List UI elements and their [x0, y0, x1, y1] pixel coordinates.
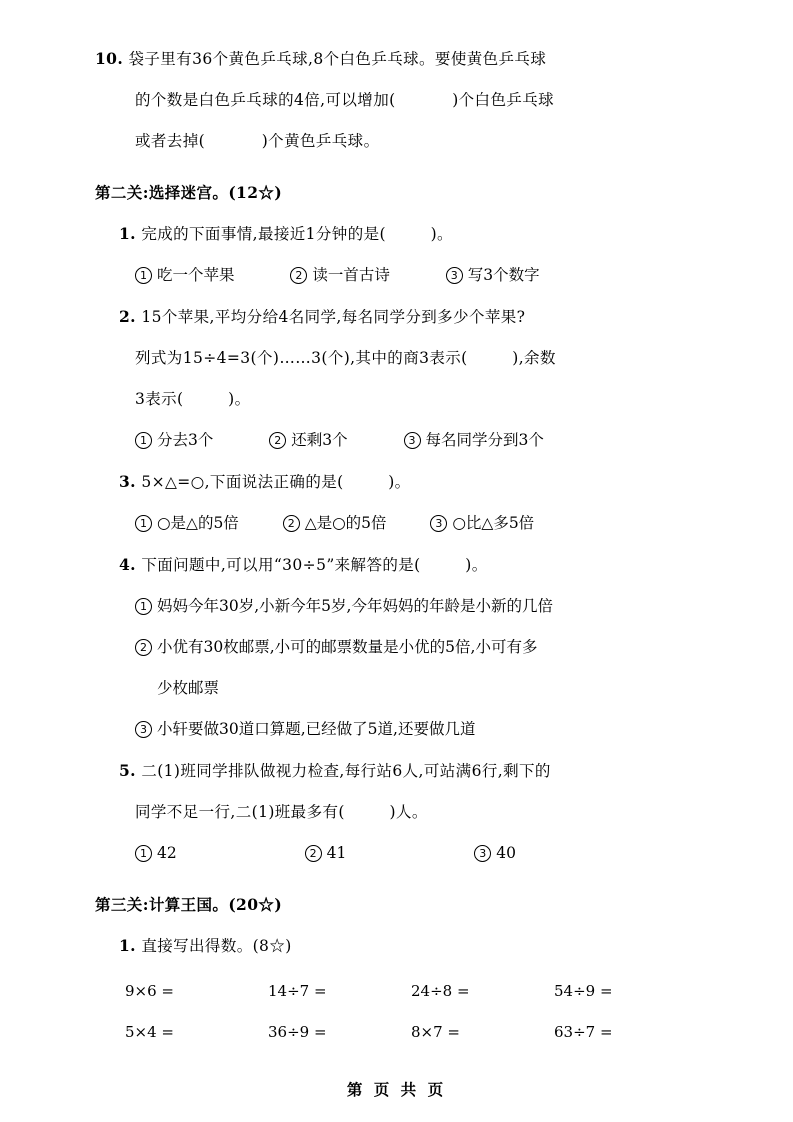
section-2-item-2 [95, 296, 715, 461]
section-2-item-1 [95, 213, 715, 296]
circle-2-icon: 2 [135, 639, 152, 656]
calc-row [125, 971, 715, 1012]
question-10-line-1 [95, 38, 715, 80]
question-10-line-3 [95, 121, 715, 162]
item-3-option-1[interactable] [135, 503, 239, 544]
item-5-options [95, 833, 715, 874]
calc-cell[interactable]: 9×6 = [125, 982, 174, 1000]
circle-3-icon: 3 [430, 515, 447, 532]
question-10-text-2b: )个白色乒乓球 [452, 91, 555, 109]
circle-2-icon: 2 [290, 267, 307, 284]
item-3-text-b: )。 [388, 473, 411, 491]
item-2-number: 2. [119, 307, 136, 326]
item-4-text-b: )。 [465, 556, 488, 574]
item-2-options [95, 420, 715, 461]
item-2-text-2a: 列式为15÷4=3(个)……3(个),其中的商3表示( [135, 349, 468, 367]
item-5-option-2-label: 41 [326, 844, 347, 862]
item-2-text-3a: 3表示( [135, 390, 184, 408]
question-10-line-2 [95, 80, 715, 121]
item-5-line-1 [95, 750, 715, 792]
item-5-text-2b: )人。 [389, 803, 428, 821]
item-4-text-a: 下面问题中,可以用“30÷5”来解答的是( [141, 556, 421, 574]
calc-cell[interactable]: 14÷7 = [268, 982, 327, 1000]
item-1-option-2-label: 读一首古诗 [312, 266, 390, 284]
section-3-item-1-text: 直接写出得数。(8☆) [141, 937, 292, 955]
calc-cell[interactable]: 54÷9 = [554, 982, 613, 1000]
item-3-option-3[interactable] [430, 503, 534, 544]
item-4-option-2[interactable] [95, 627, 715, 668]
section-2-heading: 第二关:选择迷宫。(12☆) [95, 183, 283, 202]
question-10-text-2a: 的个数是白色乒乓球的4倍,可以增加( [135, 91, 396, 109]
page-footer: 第 页 共 页 [346, 1080, 447, 1099]
item-2-option-1-label: 分去3个 [157, 431, 214, 449]
item-1-option-1[interactable] [135, 255, 235, 296]
item-1-option-2[interactable] [290, 255, 390, 296]
calc-cell[interactable]: 24÷8 = [411, 982, 470, 1000]
circle-1-icon: 1 [135, 267, 152, 284]
section-2-item-5 [95, 750, 715, 874]
item-3-number: 3. [119, 472, 136, 491]
item-5-text-1: 二(1)班同学排队做视力检查,每行站6人,可站满6行,剩下的 [141, 762, 551, 780]
item-1-question [95, 213, 715, 255]
item-1-option-1-label: 吃一个苹果 [157, 266, 235, 284]
question-10-text-3b: )个黄色乒乓球。 [261, 132, 380, 150]
item-3-question [95, 461, 715, 503]
item-4-option-2-continued [95, 668, 715, 709]
question-10-text-3a: 或者去掉( [135, 132, 206, 150]
section-3-heading: 第三关:计算王国。(20☆) [95, 895, 283, 914]
calculation-grid [95, 971, 715, 1053]
item-1-text-b: )。 [430, 225, 453, 243]
item-2-line-1 [95, 296, 715, 338]
item-5-option-2[interactable] [305, 833, 347, 874]
item-1-text-a: 完成的下面事情,最接近1分钟的是( [141, 225, 386, 243]
item-3-option-1-label: ○是△的5倍 [157, 514, 239, 532]
circle-2-icon: 2 [269, 432, 286, 449]
item-4-number: 4. [119, 555, 136, 574]
question-10 [95, 38, 715, 162]
question-10-text-1: 袋子里有36个黄色乒乓球,8个白色乒乓球。要使黄色乒乓球 [128, 50, 547, 68]
circle-1-icon: 1 [135, 515, 152, 532]
item-2-line-2 [95, 338, 715, 379]
calc-cell[interactable]: 5×4 = [125, 1023, 174, 1041]
item-3-option-2-label: △是○的5倍 [304, 514, 387, 532]
item-5-line-2 [95, 792, 715, 833]
calc-cell[interactable]: 8×7 = [411, 1023, 460, 1041]
worksheet-content [95, 38, 715, 1053]
item-3-option-2[interactable] [283, 503, 387, 544]
circle-3-icon: 3 [404, 432, 421, 449]
item-1-option-3-label: 写3个数字 [467, 266, 540, 284]
calc-row [125, 1012, 715, 1053]
item-2-option-2[interactable] [269, 420, 347, 461]
section-3-item-1 [95, 925, 715, 967]
item-4-option-3-label: 小轩要做30道口算题,已经做了5道,还要做几道 [157, 720, 476, 738]
item-5-option-3-label: 40 [496, 844, 516, 862]
circle-1-icon: 1 [135, 432, 152, 449]
item-4-option-1[interactable] [95, 586, 715, 627]
item-4-option-2-label-cont: 少枚邮票 [157, 679, 220, 697]
circle-1-icon: 1 [135, 845, 152, 862]
item-1-number: 1. [119, 224, 136, 243]
item-5-option-1[interactable] [135, 833, 177, 874]
item-5-text-2a: 同学不足一行,二(1)班最多有( [135, 803, 345, 821]
item-1-options [95, 255, 715, 296]
item-2-option-1[interactable] [135, 420, 213, 461]
item-2-option-3-label: 每名同学分到3个 [425, 431, 544, 449]
item-3-text-a: 5×△=○,下面说法正确的是( [141, 473, 344, 491]
item-2-text-2b: ),余数 [512, 349, 556, 367]
calc-cell[interactable]: 36÷9 = [268, 1023, 327, 1041]
item-3-options [95, 503, 715, 544]
item-4-question [95, 544, 715, 586]
section-3-item-1-number: 1. [119, 936, 136, 955]
circle-2-icon: 2 [305, 845, 322, 862]
circle-3-icon: 3 [135, 721, 152, 738]
circle-2-icon: 2 [283, 515, 300, 532]
section-2-item-4 [95, 544, 715, 750]
circle-3-icon: 3 [474, 845, 491, 862]
calc-cell[interactable]: 63÷7 = [554, 1023, 613, 1041]
item-2-text-3b: )。 [228, 390, 251, 408]
circle-3-icon: 3 [446, 267, 463, 284]
item-2-option-2-label: 还剩3个 [291, 431, 348, 449]
question-10-number: 10. [95, 49, 124, 68]
item-4-option-3[interactable] [95, 709, 715, 750]
item-4-option-1-label: 妈妈今年30岁,小新今年5岁,今年妈妈的年龄是小新的几倍 [157, 597, 553, 615]
item-3-option-3-label: ○比△多5倍 [452, 514, 535, 532]
item-1-option-3[interactable] [446, 255, 540, 296]
item-5-option-1-label: 42 [157, 844, 177, 862]
item-5-number: 5. [119, 761, 136, 780]
circle-1-icon: 1 [135, 598, 152, 615]
item-4-option-2-label: 小优有30枚邮票,小可的邮票数量是小优的5倍,小可有多 [157, 638, 538, 656]
item-2-option-3[interactable] [404, 420, 544, 461]
section-2-item-3 [95, 461, 715, 544]
item-5-option-3[interactable] [474, 833, 516, 874]
item-2-text-1: 15个苹果,平均分给4名同学,每名同学分到多少个苹果? [141, 308, 526, 326]
item-2-line-3 [95, 379, 715, 420]
